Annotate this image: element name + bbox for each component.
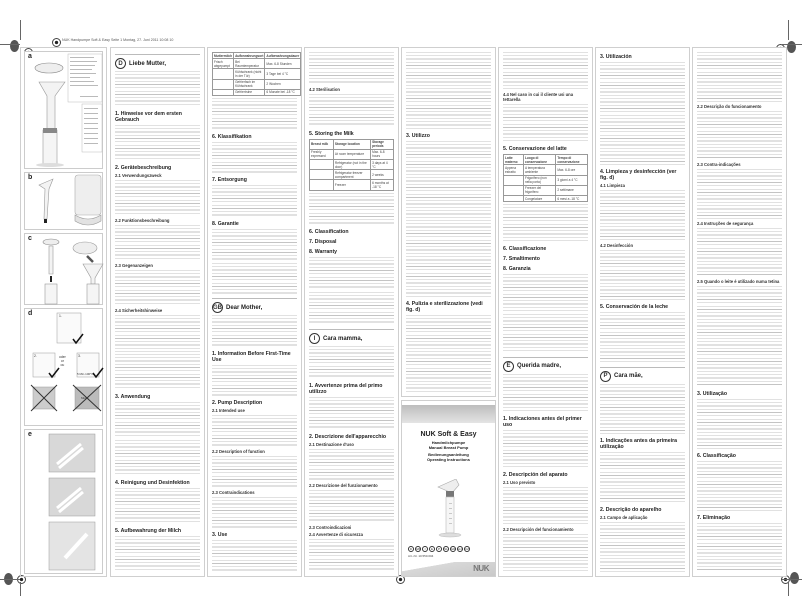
language-intro	[309, 329, 394, 344]
body-paragraph	[115, 402, 200, 438]
body-paragraph	[115, 225, 200, 261]
greeting-title: Liebe Mutter,	[129, 60, 167, 67]
cleaning-steps-illustration	[25, 309, 104, 427]
section-heading: 3. Utilización	[600, 54, 632, 60]
subsection-heading: 2.1 Uso previsto	[503, 479, 536, 485]
figure-label: d	[28, 310, 33, 317]
column-german-english	[207, 47, 302, 577]
body-paragraph	[212, 263, 297, 295]
table-cell: Breast milk	[310, 139, 334, 149]
table-cell: A temperatura ambiente	[523, 165, 555, 175]
body-paragraph	[406, 141, 491, 218]
table-cell	[213, 89, 234, 95]
body-paragraph	[212, 540, 297, 572]
table-cell: Muttermilch	[214, 53, 233, 58]
table-row	[504, 175, 588, 185]
language-gr-icon: GR	[450, 547, 456, 551]
body-paragraph	[309, 539, 394, 572]
figure-column	[20, 47, 107, 577]
subsection-heading: 2.2 Descrição do funcionamento	[697, 103, 762, 109]
section-heading: 4. Pulizia e sterilizzazione (vedi fig. d)	[406, 301, 483, 313]
language-intro	[503, 357, 588, 372]
table-cell	[310, 160, 334, 170]
body-paragraph	[697, 228, 782, 278]
section-heading: 3. Utilização	[697, 391, 727, 398]
cover-band	[402, 405, 495, 423]
table-cell	[213, 79, 234, 89]
or-label: oder or ou	[59, 355, 66, 367]
table-cell: Max. 6-8 Stunden	[265, 59, 301, 69]
subsection-heading: 2.4 Instruções de segurança	[697, 220, 754, 226]
table-cell: Aufbewahrungsort	[235, 53, 264, 58]
body-paragraph	[212, 229, 297, 261]
product-title: NUK Soft & Easy	[420, 431, 477, 438]
body-paragraph	[212, 98, 297, 130]
table-cell: Frigorifero (non nella porta)	[523, 175, 555, 185]
body-paragraph	[600, 452, 685, 503]
boil-time-label: 5 Min.100°C	[77, 372, 94, 376]
body-paragraph	[115, 270, 200, 306]
body-paragraph	[212, 497, 297, 529]
table-cell: Kühlschrank (nicht in der Tür)	[234, 69, 265, 79]
registration-mark	[10, 40, 19, 52]
funnel-assembly-illustration	[25, 234, 104, 306]
language-p-icon: P	[437, 547, 440, 551]
figure-label: a	[28, 53, 32, 60]
breast-pump-parts-illustration	[25, 52, 104, 170]
body-paragraph	[309, 52, 394, 85]
product-subtitle-en: Manual Breast Pump	[428, 445, 469, 450]
registration-mark	[787, 41, 796, 53]
column-spanish-portuguese	[595, 47, 690, 577]
body-paragraph	[309, 449, 394, 482]
subsection-heading: 4.2 Desinfección	[600, 242, 634, 248]
language-nl-icon: NL	[444, 547, 448, 551]
column-italian-spanish	[498, 47, 593, 577]
figure-c	[24, 233, 103, 305]
table-cell: Freezer	[333, 180, 370, 190]
product-subtitle-de: Handmilchpumpe	[431, 440, 466, 445]
section-heading: 5. Conservación de la leche	[600, 304, 669, 310]
language-cz-icon: CZ	[465, 547, 469, 551]
section-heading: 1. Hinweise vor dem ersten Gebrauch	[115, 111, 182, 124]
section-heading: 3. Utilizzo	[406, 133, 430, 139]
section-heading: 3. Use	[212, 532, 228, 539]
table-cell	[310, 170, 334, 180]
figure-label: e	[28, 431, 32, 438]
pumping-usage-illustration	[25, 430, 104, 575]
body-paragraph	[697, 286, 782, 336]
table-cell: Max. 6-8 hours	[371, 149, 394, 159]
section-heading: 2. Gerätebeschreibung	[115, 165, 172, 172]
language-icons	[408, 546, 470, 552]
section-heading: 2. Descrizione dell'apparecchio	[309, 433, 387, 440]
subsection-heading: 4.1 Limpieza	[600, 183, 625, 188]
table-cell	[504, 196, 524, 202]
body-paragraph	[309, 94, 394, 127]
microwave-label: Micro	[81, 396, 89, 400]
body-paragraph	[406, 52, 491, 129]
table-row	[504, 185, 588, 195]
subsection-heading: 2.2 Descripción del funcionamiento	[503, 526, 574, 532]
body-paragraph	[503, 430, 588, 468]
body-paragraph	[115, 488, 200, 524]
language-e-icon: E	[430, 547, 433, 551]
subsection-heading: 2.2 Description of function	[212, 449, 265, 455]
body-paragraph	[697, 111, 782, 161]
figure-b	[24, 172, 103, 230]
section-heading: 6. Classificação	[697, 452, 736, 459]
table-cell	[213, 69, 234, 79]
table-cell: 2 weeks	[371, 170, 394, 180]
section-heading: 1. Avvertenze prima del primo utilizzo	[309, 382, 383, 395]
section-heading: 5. Conservazione del latte	[503, 146, 567, 153]
crop-mark	[782, 44, 802, 45]
table-cell: Tempo di conservazione	[556, 155, 588, 165]
table-row	[213, 89, 301, 95]
language-badge-icon: GB	[212, 302, 223, 313]
body-paragraph	[600, 250, 685, 301]
body-paragraph	[115, 315, 200, 351]
section-heading: 7. Entsorgung	[212, 177, 247, 184]
body-paragraph	[115, 71, 200, 107]
language-badge-icon: I	[309, 333, 320, 344]
crop-mark	[788, 582, 789, 596]
section-heading: 4. Limpieza y desinfección (ver fig. d)	[600, 169, 677, 181]
table-cell: 6 Monate bei -18 °C	[265, 89, 301, 95]
nuk-logo: NUK	[473, 564, 489, 573]
table-cell: Gefriertruhe	[234, 89, 265, 95]
body-paragraph	[115, 354, 200, 390]
language-intro	[600, 367, 685, 382]
body-paragraph	[697, 338, 782, 388]
body-paragraph	[212, 185, 297, 217]
body-paragraph	[600, 522, 685, 573]
table-cell	[504, 185, 524, 195]
body-paragraph	[115, 125, 200, 161]
body-paragraph	[503, 104, 588, 142]
pump-assembly-illustration	[25, 173, 104, 231]
section-heading: 2. Descripción del aparato	[503, 471, 568, 478]
body-paragraph	[309, 193, 394, 226]
subsection-heading: 2.3 Contraindications	[212, 489, 255, 495]
subsection-heading: 2.4 Avvertenze di sicurezza	[309, 532, 363, 538]
table-row	[310, 160, 394, 170]
registration-mark	[52, 38, 61, 47]
table-row	[310, 170, 394, 180]
section-heading: 7. Eliminação	[697, 514, 731, 521]
table-row	[213, 79, 301, 89]
crop-mark	[0, 44, 20, 45]
crop-mark	[782, 579, 802, 580]
body-paragraph	[503, 374, 588, 412]
language-intro	[115, 54, 200, 69]
crop-mark	[788, 20, 789, 40]
body-paragraph	[697, 169, 782, 219]
language-badge-icon: D	[115, 58, 126, 69]
body-paragraph	[697, 52, 782, 102]
table-cell	[310, 180, 334, 190]
table-cell: 6 months at -18 °C	[371, 180, 394, 190]
figure-label: b	[28, 174, 33, 181]
body-paragraph	[212, 456, 297, 488]
print-slug: NUK Handpumpe Soft & Easy Seite 1 Montag, 27. Juni 2011 10:08 10	[62, 38, 174, 42]
body-paragraph	[503, 314, 588, 352]
greeting-title: Cara mãe,	[614, 373, 643, 379]
body-paragraph	[406, 220, 491, 297]
subsection-heading: 2.1 Destinazione d'uso	[309, 441, 354, 447]
step-1-label: 1.	[59, 314, 62, 318]
section-heading: 2. Descrição do aparelho	[600, 506, 662, 513]
subsection-heading: 2.4 Sicherheitshinweise	[115, 308, 163, 314]
table-cell: Frisch abgepumpt	[213, 59, 234, 69]
section-heading: 7. Smaltimento	[503, 256, 540, 263]
language-d-icon: D	[409, 547, 413, 551]
body-paragraph	[600, 190, 685, 241]
manual-title-en: Operating Instructions	[427, 457, 470, 462]
body-paragraph	[600, 384, 685, 435]
figure-label: c	[28, 235, 32, 242]
subsection-heading: 2.3 Contra-indicações	[697, 162, 741, 168]
table-cell: Bei Raumtemperatur	[234, 59, 265, 69]
section-heading: 2. Pump Description	[212, 400, 263, 407]
section-heading: 8. Garantie	[212, 220, 239, 227]
language-intro	[212, 298, 297, 313]
table-row	[504, 155, 588, 165]
table-cell: Freshly expressed	[310, 149, 334, 159]
body-paragraph	[503, 487, 588, 525]
section-heading: 1. Indicaciones antes del primer uso	[503, 415, 582, 428]
language-i-icon: I	[422, 546, 428, 552]
subsection-heading: 2.1 Intended use	[212, 408, 245, 414]
table-cell: 3 giorni a 4 °C	[556, 175, 588, 185]
table-row	[213, 59, 301, 69]
section-heading: 8. Garanzia	[503, 266, 531, 273]
column-italian	[401, 47, 496, 397]
body-paragraph	[697, 523, 782, 573]
step-2-label: 2.	[34, 354, 37, 358]
table-cell: Congelatore	[523, 196, 555, 202]
step-3-label: 3.	[78, 354, 81, 358]
table-row	[310, 180, 394, 190]
subsection-heading: 4.4 Nel caso in cui il cliente usi una tettarella	[503, 92, 574, 103]
figure-e	[24, 429, 103, 574]
body-paragraph	[600, 115, 685, 166]
storage-table	[309, 139, 394, 191]
table-cell: 3 Tage bei 4 °C	[265, 69, 301, 79]
body-paragraph	[115, 440, 200, 476]
section-heading: 8. Warranty	[309, 249, 338, 256]
storage-table	[212, 52, 301, 96]
table-cell: Refrigerator freezer compartment	[333, 170, 370, 180]
section-heading: 4. Reinigung und Desinfektion	[115, 479, 190, 486]
subsection-heading: 2.3 Controindicazioni	[309, 525, 352, 531]
body-paragraph	[697, 461, 782, 511]
table-cell: 2 settimane	[556, 185, 588, 195]
cover-panel	[401, 400, 496, 577]
table-cell: Luogo di conservazione	[523, 155, 555, 165]
body-paragraph	[309, 397, 394, 430]
table-cell: Storage location	[333, 139, 370, 149]
figure-a	[24, 51, 103, 169]
body-paragraph	[600, 62, 685, 113]
table-cell: 3 days at 4 °C	[371, 160, 394, 170]
column-portuguese	[692, 47, 787, 577]
figure-d	[24, 308, 103, 426]
subsection-heading: 2.2 Descrizione del funzionamento	[309, 483, 378, 489]
body-paragraph	[503, 204, 588, 242]
body-paragraph	[697, 399, 782, 449]
body-paragraph	[503, 534, 588, 572]
table-cell: Freezer del frigorifero	[523, 185, 555, 195]
language-badge-icon: P	[600, 371, 611, 382]
greeting-title: Querida madre,	[517, 363, 562, 370]
subsection-heading: 2.3 Gegenanzeigen	[115, 263, 153, 269]
subsection-heading: 2.5 Quando o leite é utilizado numa tetina	[697, 279, 780, 285]
section-heading: 1. Information Before First-Time Use	[212, 350, 291, 363]
body-paragraph	[406, 315, 491, 392]
section-heading: 6. Klassifikation	[212, 133, 252, 140]
breast-pump-product-image	[432, 479, 472, 541]
table-row	[310, 149, 394, 159]
subsection-heading: 2.2 Funktionsbeschreibung	[115, 218, 170, 224]
language-badge-icon: E	[503, 361, 514, 372]
crop-mark	[20, 582, 21, 596]
table-row	[504, 165, 588, 175]
table-cell: Max. 6-8 ore	[556, 165, 588, 175]
subsection-heading: 2.1 Campo de aplicação	[600, 514, 648, 520]
subsection-heading: 4.2 Sterilisation	[309, 86, 340, 92]
table-cell: Latte materno	[504, 155, 524, 165]
crop-mark	[0, 579, 20, 580]
body-paragraph	[212, 365, 297, 397]
body-paragraph	[503, 274, 588, 312]
crop-mark	[20, 20, 21, 40]
body-paragraph	[212, 315, 297, 347]
body-paragraph	[503, 52, 588, 90]
table-cell	[504, 175, 524, 185]
registration-mark	[790, 572, 799, 584]
body-paragraph	[309, 292, 394, 325]
section-heading: 1. Indicações antes da primeira utilização	[600, 438, 677, 450]
table-cell: Appena estratto	[504, 165, 524, 175]
table-row	[504, 196, 588, 202]
table-cell: 6 mesi a -18 °C	[556, 196, 588, 202]
manual-title-de: Bedienungsanleitung	[428, 452, 469, 457]
section-heading: 6. Classificazione	[503, 246, 547, 253]
body-paragraph	[309, 490, 394, 523]
body-paragraph	[212, 415, 297, 447]
table-cell: Gefrierfach im Kühlschrank	[234, 79, 265, 89]
body-paragraph	[115, 180, 200, 216]
body-paragraph	[115, 536, 200, 572]
storage-table	[503, 154, 588, 202]
table-cell: Aufbewahrungsdauer	[266, 53, 300, 58]
section-heading: 6. Classification	[309, 229, 349, 236]
greeting-title: Cara mamma,	[323, 335, 363, 342]
body-paragraph	[309, 346, 394, 379]
language-slo-icon: SLO	[457, 547, 464, 551]
subsection-heading: 2.1 Verwendungszweck	[115, 173, 162, 179]
column-german	[110, 47, 205, 577]
section-heading: 3. Anwendung	[115, 393, 151, 400]
greeting-title: Dear Mother,	[226, 304, 263, 311]
table-cell: Refrigerator (not in the door)	[333, 160, 370, 170]
article-number: Art.-Nr. 10.550.004	[408, 554, 434, 558]
section-heading: 7. Disposal	[309, 239, 337, 246]
table-cell: At room temperature	[333, 149, 370, 159]
body-paragraph	[212, 142, 297, 174]
section-heading: 5. Storing the Milk	[309, 130, 354, 137]
table-cell: Storage periods	[371, 139, 394, 149]
section-heading: 5. Aufbewahrung der Milch	[115, 527, 182, 534]
body-paragraph	[309, 257, 394, 290]
body-paragraph	[600, 312, 685, 363]
table-cell: 2 Wochen	[265, 79, 301, 89]
column-english-italian	[304, 47, 399, 577]
table-row	[213, 69, 301, 79]
table-row	[310, 139, 394, 149]
language-gb-icon: GB	[415, 547, 421, 551]
